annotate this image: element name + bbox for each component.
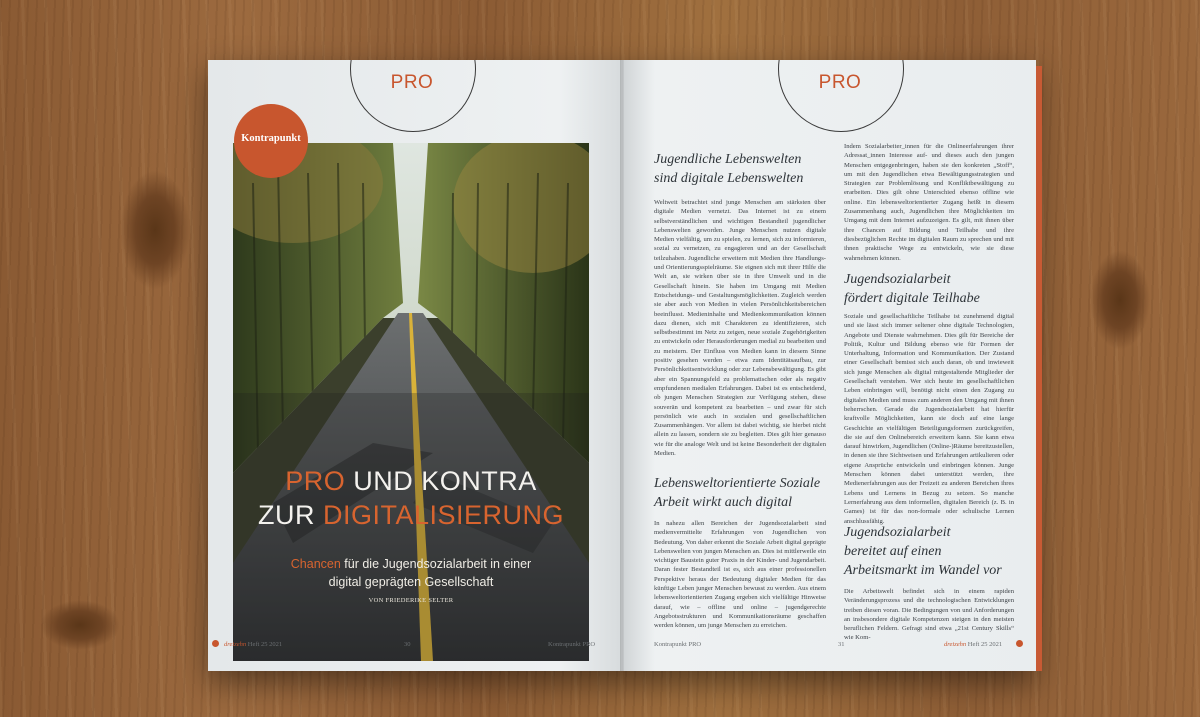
heading-line: Arbeit wirkt auch digital: [654, 495, 793, 510]
pro-label: PRO: [818, 72, 862, 93]
wood-knot: [1090, 250, 1150, 350]
author-byline: VON FRIEDERIKE SELTER: [368, 597, 454, 604]
cover-title-accent: PRO: [285, 466, 346, 496]
section-body: [844, 312, 1014, 526]
right-page: [622, 60, 1036, 671]
cover-title-line2: [233, 498, 589, 532]
heading-line: Jugendsozialarbeit: [844, 272, 951, 287]
section-heading: [844, 523, 1024, 580]
pro-label: PRO: [390, 72, 434, 93]
footer-dot: [1016, 640, 1023, 647]
cover-title-text: UND KONTRA: [345, 466, 537, 496]
section-body: [654, 198, 826, 458]
paragraph: Weltweit betrachtet sind junge Menschen am stärksten über digitale Medien vernetzt. Das Internet ist zu einem selbstverständlichen und wichtigen Bestandteil jugendlicher Lebenswelten geworden. Junge Menschen nutzen digitale Medien vielfältig, um zu spielen, zu lernen, sich zu informieren, sozial zu vernetzen, zu engagieren und an der Gesellschaft teilzuhaben. Jugendliche erweitern mit Medien ihre Handlungs- und Orientierungsspielräume. Sie eignen sich mit ihrer Hilfe die Welt an, sie wirken über sie in ihre Umwelt und in die Gesellschaft hinein. Sie haben im Umgang mit Medien Entscheidungs- und Gestaltungsmöglichkeiten. Zugleich werden sie aber auch von Medien in vielen Persönlichkeitsbereichen beeinflusst. Medieninhalte und Medienkommunikation können dazu dienen, sich mit Charakteren zu identifizieren, sich selbstbestimmt im Netz zu zeigen, neue soziale Zugehörigkeiten zu entwickeln oder Herausforderungen medial zu bearbeiten und zu meistern. Der Einfluss von Medien kann in diesem Sinne positiv gesehen werden – etwa zum Identitätsaufbau, zur Persönlichkeitsentwicklung oder zur Lebensbewältigung. Es gibt aber ein Spannungsfeld zu problematischen oder als negativ empfundenen medialen Erfahrungen. Dabei ist es entscheidend, ob jungen Menschen Strategien zur Verfügung stehen, diese souverän und kompetent zu bearbeiten – und zwar für sich persönlich wie auch in sozialen und gesellschaftlichen Zusammenhängen. Vor allem ist dabei wichtig, sie hierbei nicht allein zu lassen, sondern sie zu begleiten. Dies gilt hier genauso wie für die analoge Welt und ist keine Besonderheit der digitalen Medien.: [654, 199, 826, 458]
page-edge: [1036, 66, 1042, 671]
footer-section: Kontrapunkt PRO: [654, 641, 702, 648]
left-page: [208, 60, 622, 671]
page-number: 31: [838, 641, 845, 648]
pro-circle: [350, 60, 476, 132]
cover-subtitle-text: für die Jugendsozialarbeit in einer: [340, 557, 532, 571]
footer-dot: [212, 640, 219, 647]
cover-subtitle: [233, 555, 589, 591]
open-magazine: [208, 60, 1036, 671]
kontrapunkt-badge-label: Kontrapunkt: [241, 133, 301, 144]
heading-line: Jugendsozialarbeit: [844, 525, 951, 540]
cover-title-accent: DIGITALISIERUNG: [322, 500, 565, 530]
cover-title-line1: [233, 464, 589, 498]
paragraph: Soziale und gesellschaftliche Teilhabe ist zunehmend digital und sie lässt sich immer seltener ohne digitale Technologien, Angebote und Dienste wahrnehmen. Dies gilt für Bereiche der Politik, Kultur und Bildung ebenso wie für Formen der Unterhaltung, Information und Kommunikation. Der Zustand einer Gesellschaft bemisst sich auch daran, ob und inwieweit sich junge Menschen als digital mitgestaltende Mitglieder der Gesellschaft verstehen. Wer sich heute im gesellschaftlichen Leben einbringen will, benötigt nicht einen den Zugang zu digitalen Medien und muss zum anderen den Umgang mit ihnen beherrschen. Gerade die Jugendsozialarbeit hat hierfür kraftvolle Möglichkeiten, kann sie doch auf eine lange Geschichte an vielfältigen Beteiligungsformen zurückgreifen, die sie auf den Onlinebereich erweitern kann. Sie kann etwa darauf hinwirken, Jugendlichen (Online-)Räume bereitzustellen, in denen sie ihre Sichtweisen und Erfahrungen artikulieren oder eigene Ansprüche entwickeln und einbringen können. Junge Menschen können dabei unterstützt werden, ihre Medienerfahrungen aus der Freizeit zu anderen Bereichen ihres Lebens und Lernens in Bezug zu setzen. So manche Lernerfahrung aus dem informellen, digitalen Bereich (z. B. in Games) ist für das non-formale oder schulische Lernen anschlussfähig.: [844, 313, 1014, 525]
brand-name: dreizehn: [944, 641, 967, 648]
pro-circle: [778, 60, 904, 132]
page-number: 30: [404, 641, 411, 648]
heading-line: sind digitale Lebenswelten: [654, 171, 804, 186]
section-heading: [654, 474, 834, 512]
wood-knot: [40, 600, 120, 650]
cover-subtitle-text: digital geprägten Gesellschaft: [328, 575, 494, 589]
cover-title-text: ZUR: [257, 500, 323, 530]
brand-name: dreizehn: [224, 641, 247, 648]
paragraph: Indem Sozialarbeiter_innen für die Onlineerfahrungen ihrer Adressat_innen Interesse auf- und dieses auch den jungen Menschen entgegenbringen, haben sie den konkreten „Stoff“, um mit den Jugendlichen etwa Bewältigungsstrategien und Strategien zur Problemlösung und Konfliktbewältigung zu erarbeiten. Dies gilt ohne Unterschied ebenso offline wie online. Ein lebensweltorientierter Zugang heißt in diesem Zusammenhang auch, Jugendlichen ihre Möglichkeiten im Umgang mit dem Internet aufzuzeigen. Es gilt, mit ihnen über ihre Chancen auf Bildung und Teilhabe und ihre diesbezüglichen Rechte im digitalen Raum zu sprechen und mit ihnen praktische Wege zu entwickeln, wie sie diese wahrnehmen können.: [844, 143, 1014, 262]
wood-knot: [120, 170, 190, 290]
heading-line: Arbeitsmarkt im Wandel vor: [844, 563, 1002, 578]
section-body: [844, 142, 1014, 263]
cover-subtitle-accent: Chancen: [290, 557, 341, 571]
issue-label: Heft 25 2021: [247, 641, 283, 648]
section-heading: [844, 270, 1024, 308]
heading-line: fördert digitale Teilhabe: [844, 291, 980, 306]
heading-line: bereitet auf einen: [844, 544, 942, 559]
paragraph: Die Arbeitswelt befindet sich in einem rapiden Veränderungsprozess und die technologischen Entwicklungen treiben diesen voran. Die Bedingungen von und Anforderungen an insbesondere digitale Kompetenzen steigen in den meisten beruflichen Feldern. Gefragt sind etwa „21st Century Skills“ wie Kom-: [844, 588, 1014, 642]
footer-brand: [224, 641, 282, 648]
cover-title: [233, 464, 589, 532]
footer-section: Kontrapunkt PRO: [548, 641, 596, 648]
section-heading: [654, 150, 834, 188]
issue-label: Heft 25 2021: [967, 641, 1003, 648]
paragraph: In nahezu allen Bereichen der Jugendsozialarbeit sind medienvermittelte Erfahrungen von Jugendlichen von Bedeutung. Von daher erkennt die Soziale Arbeit digital geprägte Lebenswelten von jungen Menschen an. Dies ist mittlerweile ein wichtiger Baustein guter Praxis in der Kinder- und Jugendarbeit. Daran fester Bestandteil ist es, sich aus einer professionellen Perspektive heraus der Bedeutung digitaler Medien für das künftige Leben junger Menschen bewusst zu werden. Aus einem lebensweltorientierten Zugang ergeben sich vielfältige Hinweise darauf, wie – offline und online – jugendgerechte Angebotsstrukturen und Kommunikationsräume geschaffen werden können, um junge Menschen zu erreichen.: [654, 520, 826, 630]
heading-line: Jugendliche Lebenswelten: [654, 152, 802, 167]
heading-line: Lebensweltorientierte Soziale: [654, 476, 821, 491]
magazine-spine: [620, 60, 624, 671]
section-body: [654, 519, 826, 631]
footer-brand: [944, 641, 1002, 648]
section-body: [844, 587, 1014, 643]
